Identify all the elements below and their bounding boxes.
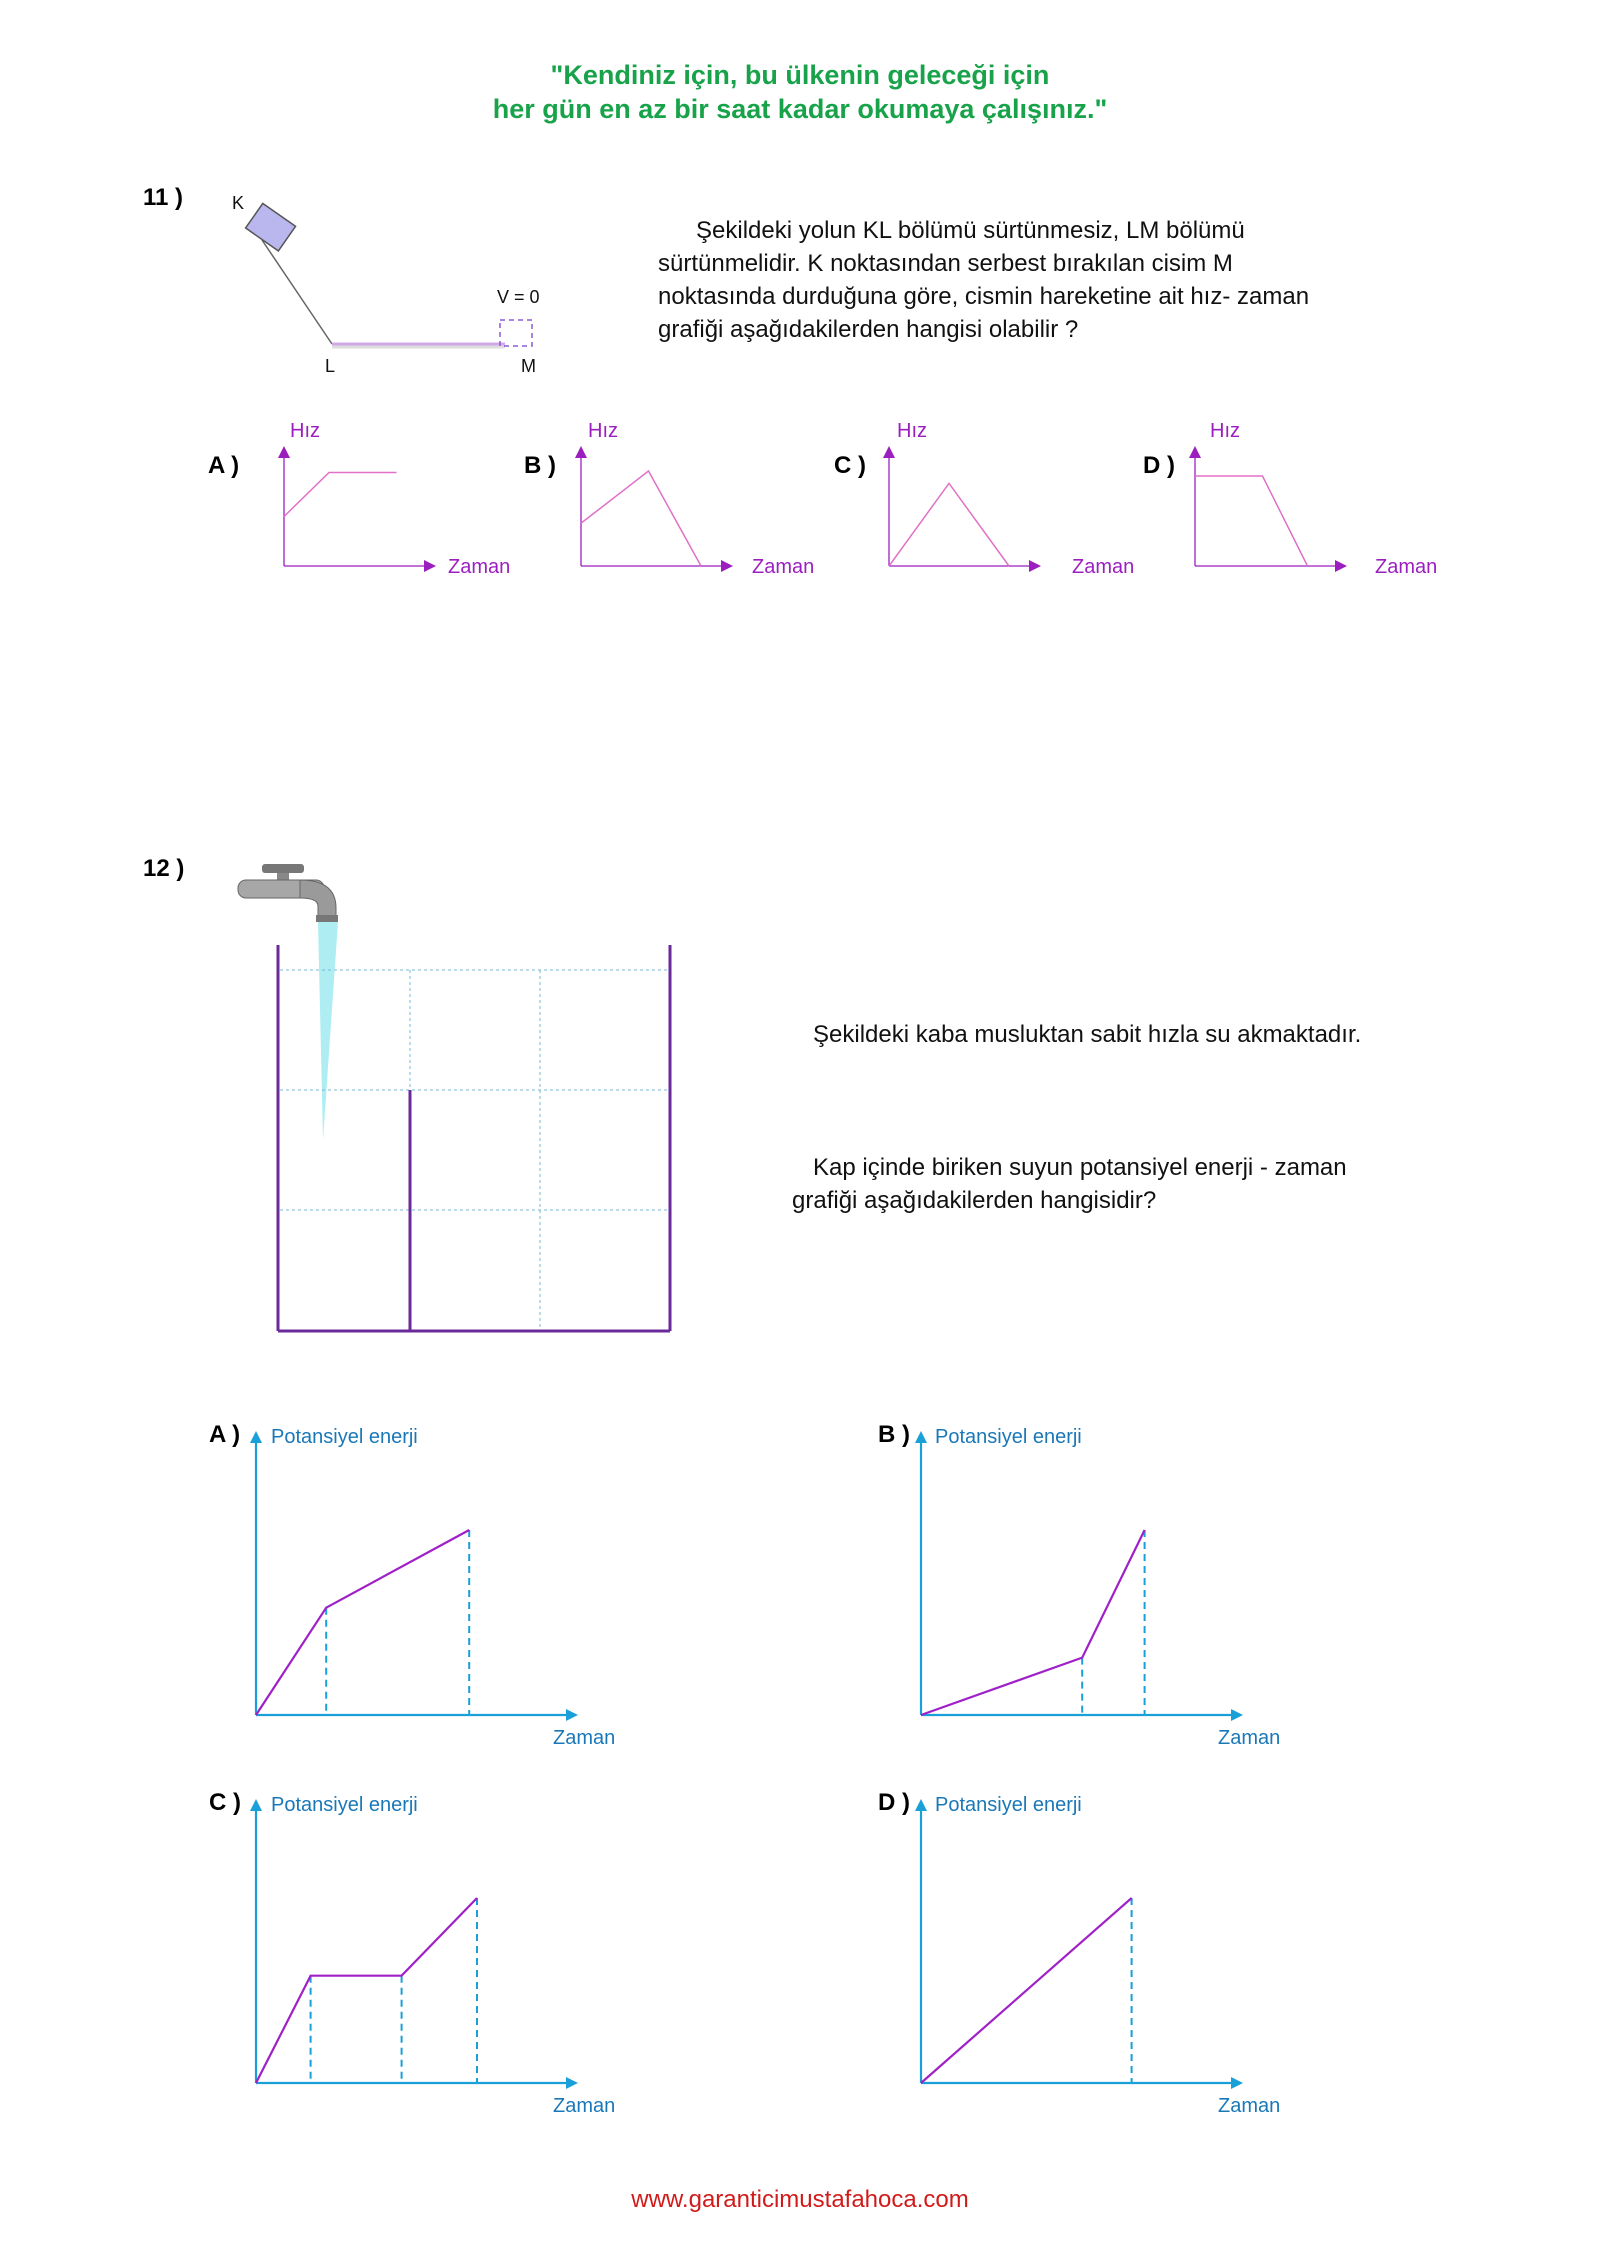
q11-text-line-3: noktasında durduğuna göre, cismin hareketine ait hız- zaman <box>658 283 1310 310</box>
q11-a-y-label: Hız <box>290 420 320 442</box>
label-k: K <box>232 193 245 213</box>
footer-website[interactable]: www.garanticimustafahoca.com <box>631 2186 969 2213</box>
q12-a-y-label: Potansiyel enerji <box>271 1426 418 1448</box>
q12-chart-c-y-arrow <box>250 1799 262 1811</box>
q11-option-a-label[interactable]: A ) <box>208 452 240 479</box>
question-11-number: 11 ) <box>143 184 184 211</box>
q12-text-line-2a: Kap içinde biriken suyun potansiyel enerji - zaman <box>813 1154 1347 1181</box>
q12-option-a-label[interactable]: A ) <box>209 1421 241 1448</box>
q11-d-y-label: Hız <box>1210 420 1240 442</box>
q12-chart-d-x-arrow <box>1231 2077 1243 2089</box>
q12-d-y-label: Potansiyel enerji <box>935 1794 1082 1816</box>
q11-option-c-label[interactable]: C ) <box>834 452 866 479</box>
q12-d-x-label: Zaman <box>1218 2095 1281 2117</box>
label-m: M <box>521 356 536 376</box>
q12-option-c-label[interactable]: C ) <box>209 1789 241 1816</box>
label-l: L <box>325 356 336 376</box>
q12-chart-b-series-line <box>921 1530 1145 1715</box>
q12-c-y-label: Potansiyel enerji <box>271 1794 418 1816</box>
q12-option-d-label[interactable]: D ) <box>878 1789 910 1816</box>
q12-chart-d-series-line <box>921 1898 1132 2083</box>
q12-text-line-2b: grafiği aşağıdakilerden hangisidir? <box>792 1187 1157 1214</box>
q11-b-y-label: Hız <box>588 420 618 442</box>
q12-chart-a-x-arrow <box>566 1709 578 1721</box>
q11-d-x-label: Zaman <box>1375 556 1438 578</box>
quote-line-1: "Kendiniz için, bu ülkenin geleceği için <box>550 60 1050 90</box>
q12-a-x-label: Zaman <box>553 1727 616 1749</box>
q12-chart-d-y-arrow <box>915 1799 927 1811</box>
q12-chart-a-series-line <box>256 1530 469 1715</box>
q12-text-line-1: Şekildeki kaba musluktan sabit hızla su akmaktadır. <box>813 1021 1362 1048</box>
q11-c-y-label: Hız <box>897 420 927 442</box>
q11-text-line-4: grafiği aşağıdakilerden hangisi olabilir ? <box>658 316 1079 343</box>
q12-b-y-label: Potansiyel enerji <box>935 1426 1082 1448</box>
q12-chart-b-x-arrow <box>1231 1709 1243 1721</box>
q11-text-line-1: Şekildeki yolun KL bölümü sürtünmesiz, LM bölümü <box>696 217 1245 244</box>
q11-option-b-label[interactable]: B ) <box>524 452 556 479</box>
q11-a-x-label: Zaman <box>448 556 511 578</box>
q12-chart-b-y-arrow <box>915 1431 927 1443</box>
q11-c-x-label: Zaman <box>1072 556 1135 578</box>
q11-b-x-label: Zaman <box>752 556 815 578</box>
q12-chart-c-series-line <box>256 1898 477 2083</box>
q12-c-x-label: Zaman <box>553 2095 616 2117</box>
question-12-number: 12 ) <box>143 855 185 882</box>
q12-b-x-label: Zaman <box>1218 1727 1281 1749</box>
label-v-zero: V = 0 <box>497 287 540 307</box>
quote-line-2: her gün en az bir saat kadar okumaya çalışınız." <box>492 94 1108 124</box>
q12-chart-c-x-arrow <box>566 2077 578 2089</box>
q12-option-b-label[interactable]: B ) <box>878 1421 910 1448</box>
q11-option-d-label[interactable]: D ) <box>1143 452 1175 479</box>
q11-text-line-2: sürtünmelidir. K noktasından serbest bırakılan cisim M <box>658 250 1233 277</box>
q12-chart-a-y-arrow <box>250 1431 262 1443</box>
